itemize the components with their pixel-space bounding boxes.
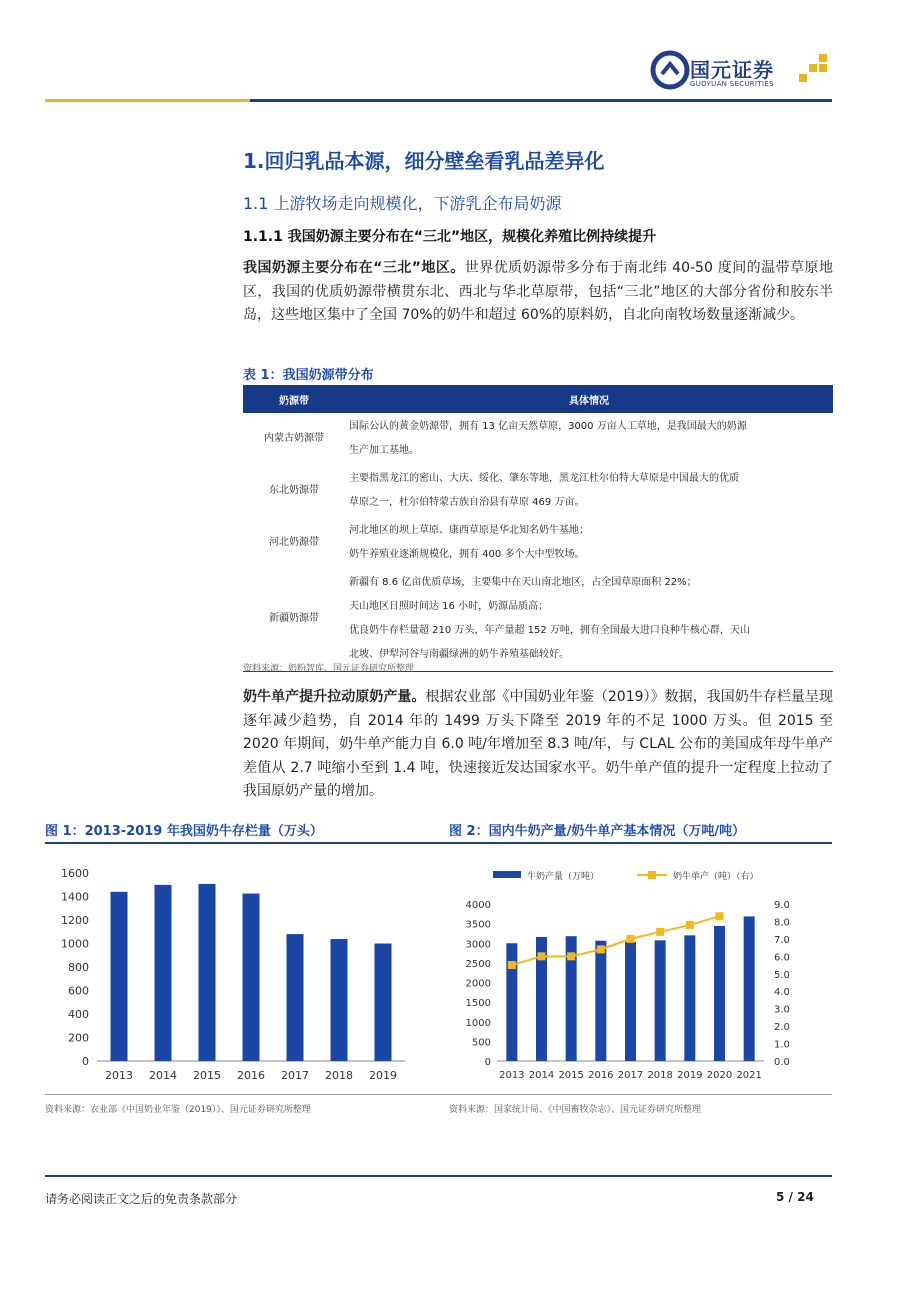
table-row bbox=[243, 465, 833, 517]
figures-bottom-rule bbox=[45, 1094, 832, 1095]
figure2-source: 资料来源：国家统计局、《中国畜牧杂志》、国元证券研究所整理 bbox=[449, 1105, 702, 1115]
chart1-x-tick-label: 2019 bbox=[369, 1069, 397, 1082]
table1-source: 资料来源：奶粉智库、国元证券研究所整理 bbox=[243, 664, 415, 674]
chart2-bar bbox=[684, 935, 695, 1061]
chart2-bar bbox=[744, 916, 755, 1061]
header-rule-blue bbox=[250, 99, 832, 102]
table-cell-region: 东北奶源带 bbox=[269, 485, 319, 496]
table-cell-region: 内蒙古奶源带 bbox=[264, 433, 324, 444]
chart2-bar bbox=[655, 940, 666, 1061]
guoyuan-logo-icon bbox=[650, 50, 690, 90]
chart1-bar bbox=[111, 892, 128, 1061]
table-header-detail: 具体情况 bbox=[345, 385, 833, 413]
footer-page-number: 5 / 24 bbox=[776, 1190, 814, 1204]
chart2-legend-line-label: 奶牛单产（吨）（右） bbox=[673, 872, 759, 882]
chart2-bar bbox=[506, 943, 517, 1061]
table-row bbox=[243, 517, 833, 569]
chart2-y-left-tick-label: 500 bbox=[471, 1037, 491, 1049]
paragraph-1-lead: 我国奶源主要分布在“三北”地区。 bbox=[243, 260, 465, 276]
logo-squares-icon bbox=[795, 52, 831, 88]
paragraph-1-body: 世界优质奶源带多分布于南北纬 40-50 度间的温带草原地区，我国的优质奶源带横贯东北、西北与华北草原带，包括“三北”地区的大部分省份和胶东半岛，这些地区集中了全国 70%的奶牛和超过 60%的原料奶，自北向南牧场数量逐渐减少。 bbox=[243, 260, 833, 323]
chart1-y-tick-label: 200 bbox=[68, 1031, 89, 1045]
chart1-x-tick-label: 2018 bbox=[325, 1069, 353, 1082]
chart2-x-tick-label: 2017 bbox=[617, 1070, 644, 1081]
table-cell-detail: 新疆有 8.6 亿亩优质草场，主要集中在天山南北地区，占全国草原面积 22%； 天山地区日照时间达 16 小时，奶源品质高； 优良奶牛存栏量超 210 万头，年产量超 152 万吨，拥有全国最大进口良种牛核心群，天山 北坡、伊犁河谷与南疆绿洲的奶牛养殖基础较好。 bbox=[349, 577, 750, 660]
chart2-bar bbox=[625, 942, 636, 1061]
paragraph-2-lead: 奶牛单产提升拉动原奶产量。 bbox=[243, 689, 426, 705]
header bbox=[0, 0, 920, 105]
footer-rule bbox=[45, 1175, 832, 1177]
chart1-bar bbox=[155, 885, 172, 1061]
chart2-y-right-tick-label: 2.0 bbox=[774, 1022, 790, 1034]
paragraph-2-body: 根据农业部《中国奶业年鉴（2019）》数据，我国奶牛存栏量呈现逐年减少趋势，自 2014 年的 1499 万头下降至 2019 年的不足 1000 万头。但 2015 至 2020 年期间，奶牛单产能力自 6.0 吨/年增加至 8.3 吨/年，与 CLAL 公布的美国成年母牛单产差值从 2.7 吨缩小至到 1.4 吨，快速接近发达国家水平。奶牛单产值的提升一定程度上拉动了我国原奶产量的增加。 bbox=[243, 689, 834, 799]
chart2-svg bbox=[449, 848, 832, 1093]
chart2-x-tick-label: 2013 bbox=[499, 1070, 525, 1081]
chart2-line-point bbox=[627, 935, 635, 943]
chart2-y-right-tick-label: 3.0 bbox=[774, 1004, 790, 1016]
chart2-y-left-tick-label: 1500 bbox=[465, 998, 491, 1010]
chart1-y-tick-label: 400 bbox=[68, 1008, 89, 1021]
chart1-bar bbox=[287, 934, 304, 1061]
chart2-x-tick-label: 2021 bbox=[736, 1070, 762, 1081]
chart2-y-left-tick-label: 2000 bbox=[465, 978, 491, 990]
chart2-x-tick-label: 2020 bbox=[706, 1070, 733, 1081]
chart1-x-tick-label: 2013 bbox=[105, 1069, 133, 1082]
chart1-y-tick-label: 1000 bbox=[61, 937, 89, 951]
chart2-line-point bbox=[716, 912, 724, 920]
chart2-line-point bbox=[538, 952, 546, 960]
chart1-y-tick-label: 0 bbox=[82, 1055, 89, 1068]
chart1-bar bbox=[375, 944, 392, 1062]
table-row bbox=[243, 569, 833, 669]
chart2-line-point bbox=[686, 921, 694, 929]
chart1-x-tick-label: 2017 bbox=[281, 1069, 309, 1082]
chart2-line-point bbox=[656, 928, 664, 936]
chart2-x-tick-label: 2016 bbox=[588, 1070, 614, 1081]
section111-title: 1.1.1 我国奶源主要分布在“三北”地区，规模化养殖比例持续提升 bbox=[243, 229, 657, 245]
paragraph-2 bbox=[243, 686, 833, 804]
chart1-y-tick-label: 1200 bbox=[61, 914, 89, 927]
chart1-bar bbox=[199, 884, 216, 1061]
figure2-caption: 图 2：国内牛奶产量/奶牛单产基本情况（万吨/吨） bbox=[449, 824, 746, 839]
paragraph-1 bbox=[243, 257, 833, 328]
chart1-y-tick-label: 800 bbox=[68, 961, 89, 974]
header-rule-gold bbox=[45, 99, 250, 102]
figure1-caption: 图 1：2013-2019 年我国奶牛存栏量（万头） bbox=[45, 824, 323, 839]
chart2-x-tick-label: 2014 bbox=[528, 1070, 555, 1081]
table-cell-region: 河北奶源带 bbox=[269, 537, 319, 548]
chart2-x-tick-label: 2015 bbox=[558, 1070, 584, 1081]
chart1-y-tick-label: 1600 bbox=[61, 867, 89, 880]
chart1-x-tick-label: 2015 bbox=[193, 1069, 221, 1082]
chart2-y-right-tick-label: 0.0 bbox=[774, 1057, 790, 1068]
chart2-y-left-tick-label: 2500 bbox=[465, 958, 491, 970]
chart2-y-right-tick-label: 4.0 bbox=[774, 987, 790, 999]
chart2-y-left-tick-label: 4000 bbox=[465, 900, 491, 911]
table-row bbox=[243, 413, 833, 465]
figure1-source: 资料来源：农业部《中国奶业年鉴（2019）》、国元证券研究所整理 bbox=[45, 1105, 311, 1115]
chart2-y-right-tick-label: 7.0 bbox=[774, 934, 790, 946]
chart1-y-tick-label: 1400 bbox=[61, 890, 89, 904]
chart1-svg bbox=[45, 848, 435, 1093]
chart1-bar bbox=[331, 939, 348, 1061]
chart1-x-tick-label: 2016 bbox=[237, 1069, 265, 1082]
chart2-y-left-tick-label: 3500 bbox=[465, 919, 491, 931]
chart2-line-point bbox=[508, 961, 516, 969]
footer-disclaimer: 请务必阅读正文之后的免责条款部分 bbox=[45, 1192, 238, 1206]
chart2-y-left-tick-label: 0 bbox=[484, 1057, 491, 1068]
section11-title: 1.1 上游牧场走向规模化，下游乳企布局奶源 bbox=[243, 194, 562, 213]
table1 bbox=[243, 385, 833, 672]
logo-en: GUOYUAN SECURITIES bbox=[690, 80, 774, 88]
chart1-bar bbox=[243, 894, 260, 1061]
chart2-y-right-tick-label: 8.0 bbox=[774, 917, 790, 929]
table-header-region: 奶源带 bbox=[243, 385, 345, 413]
chart2-line-point bbox=[567, 952, 575, 960]
chart2-y-right-tick-label: 6.0 bbox=[774, 952, 790, 964]
chart2-bar bbox=[714, 926, 725, 1061]
chart2-legend-line-marker bbox=[648, 871, 656, 879]
chart1-x-tick-label: 2014 bbox=[149, 1069, 177, 1082]
table-cell-region: 新疆奶源带 bbox=[269, 613, 319, 624]
chart2-bar bbox=[595, 941, 606, 1061]
chart2-y-right-tick-label: 5.0 bbox=[774, 969, 790, 981]
section1-title: 1.回归乳品本源，细分壁垒看乳品差异化 bbox=[243, 149, 605, 173]
table-cell-detail: 国际公认的黄金奶源带，拥有 13 亿亩天然草原，3000 万亩人工草地，是我国最大的奶源 生产加工基地。 bbox=[349, 421, 747, 456]
table-cell-detail: 主要指黑龙江的密山、大庆、绥化、肇东等地，黑龙江杜尔伯特大草原是中国最大的优质 草原之一，杜尔伯特蒙古族自治县有草原 469 万亩。 bbox=[349, 473, 739, 508]
table-cell-detail: 河北地区的坝上草原、康西草原是华北知名奶牛基地； 奶牛养殖业逐渐规模化，拥有 400 多个大中型牧场。 bbox=[349, 525, 589, 560]
chart2-y-right-tick-label: 9.0 bbox=[774, 900, 790, 911]
logo-cn: 国元证券 bbox=[690, 58, 774, 82]
chart2-y-left-tick-label: 3000 bbox=[465, 939, 491, 951]
chart2-line-point bbox=[597, 945, 605, 953]
figures-top-rule bbox=[45, 842, 832, 844]
chart2-legend-bar-swatch bbox=[493, 871, 521, 878]
chart2-legend-bar-label: 牛奶产量（万吨） bbox=[527, 872, 600, 882]
chart2-y-left-tick-label: 1000 bbox=[465, 1017, 491, 1029]
chart1-y-tick-label: 600 bbox=[68, 984, 89, 998]
chart2-x-tick-label: 2019 bbox=[677, 1070, 703, 1081]
chart2-y-right-tick-label: 1.0 bbox=[774, 1039, 790, 1051]
table1-caption: 表 1：我国奶源带分布 bbox=[243, 368, 374, 383]
chart2-x-tick-label: 2018 bbox=[647, 1070, 673, 1081]
